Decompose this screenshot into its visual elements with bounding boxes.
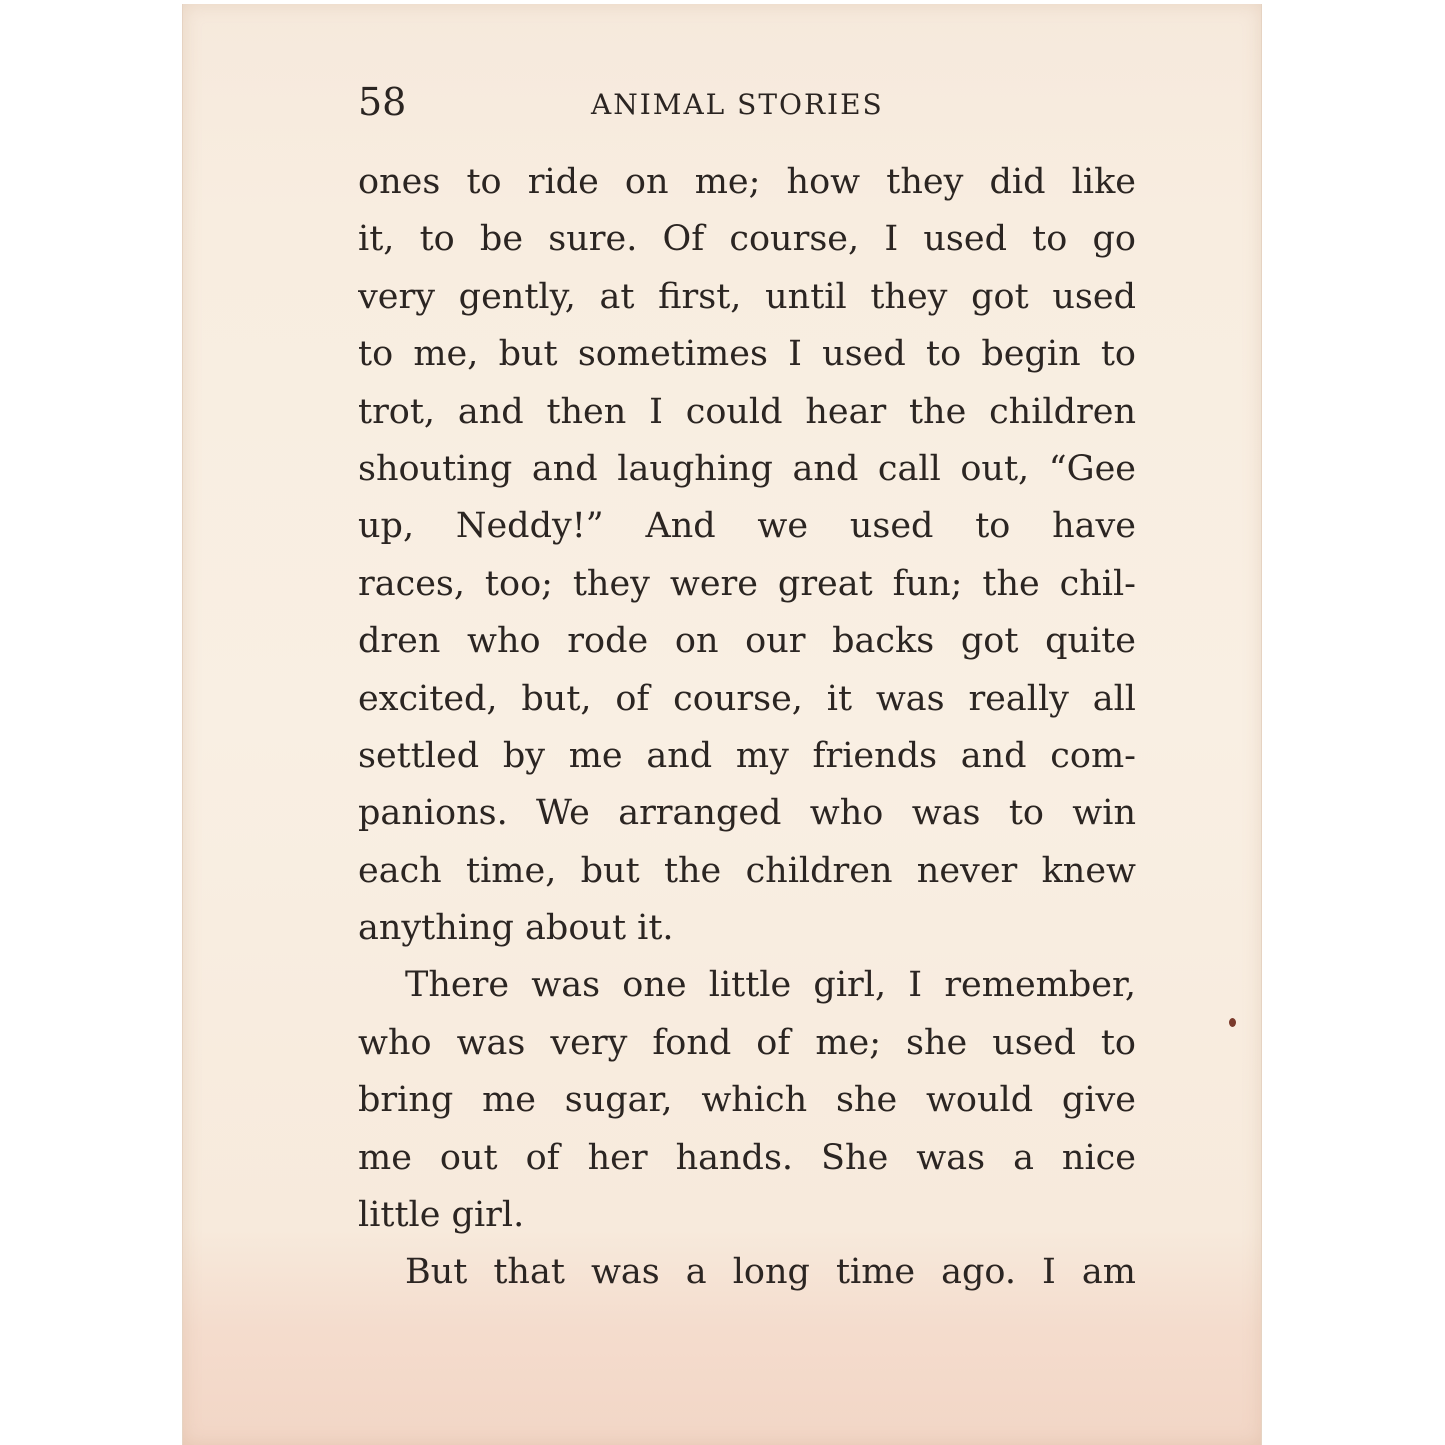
text-line: me out of her hands. She was a nice (358, 1137, 1136, 1178)
text-line: excited, but, of course, it was really all (358, 678, 1136, 719)
text-line: very gently, at first, until they got used (358, 276, 1136, 317)
text-line: dren who rode on our backs got quite (358, 621, 1136, 662)
page-header (358, 80, 1138, 128)
text-line: who was very fond of me; she used to (358, 1022, 1136, 1063)
text-line: settled by me and my friends and com- (358, 735, 1136, 776)
text-line: each time, but the children never knew (358, 850, 1136, 891)
text-line: But that was a long time ago. I am (405, 1252, 1136, 1293)
text-line: trot, and then I could hear the children (358, 391, 1136, 432)
text-line: to me, but sometimes I used to begin to (358, 334, 1136, 375)
text-line: ones to ride on me; how they did like (358, 162, 1136, 202)
text-line: up, Neddy!” And we used to have (358, 506, 1136, 547)
text-line: panions. We arranged who was to win (358, 793, 1136, 834)
text-line: races, too; they were great fun; the chil- (358, 563, 1136, 604)
paragraph-1 (358, 154, 1136, 957)
paragraph-3 (358, 1244, 1136, 1301)
text-line: shouting and laughing and call out, “Gee (358, 448, 1136, 489)
text-line: it, to be sure. Of course, I used to go (358, 219, 1136, 260)
book-page (182, 4, 1262, 1445)
running-head: ANIMAL STORIES (591, 88, 884, 121)
body-text (358, 154, 1136, 1302)
paragraph-2 (358, 957, 1136, 1244)
text-line: little girl. (358, 1195, 525, 1236)
text-line: anything about it. (358, 908, 674, 949)
text-line: There was one little girl, I remember, (405, 965, 1136, 1006)
text-line: bring me sugar, which she would give (358, 1080, 1136, 1121)
ink-speck (1229, 1018, 1236, 1027)
page-number: 58 (358, 80, 407, 124)
